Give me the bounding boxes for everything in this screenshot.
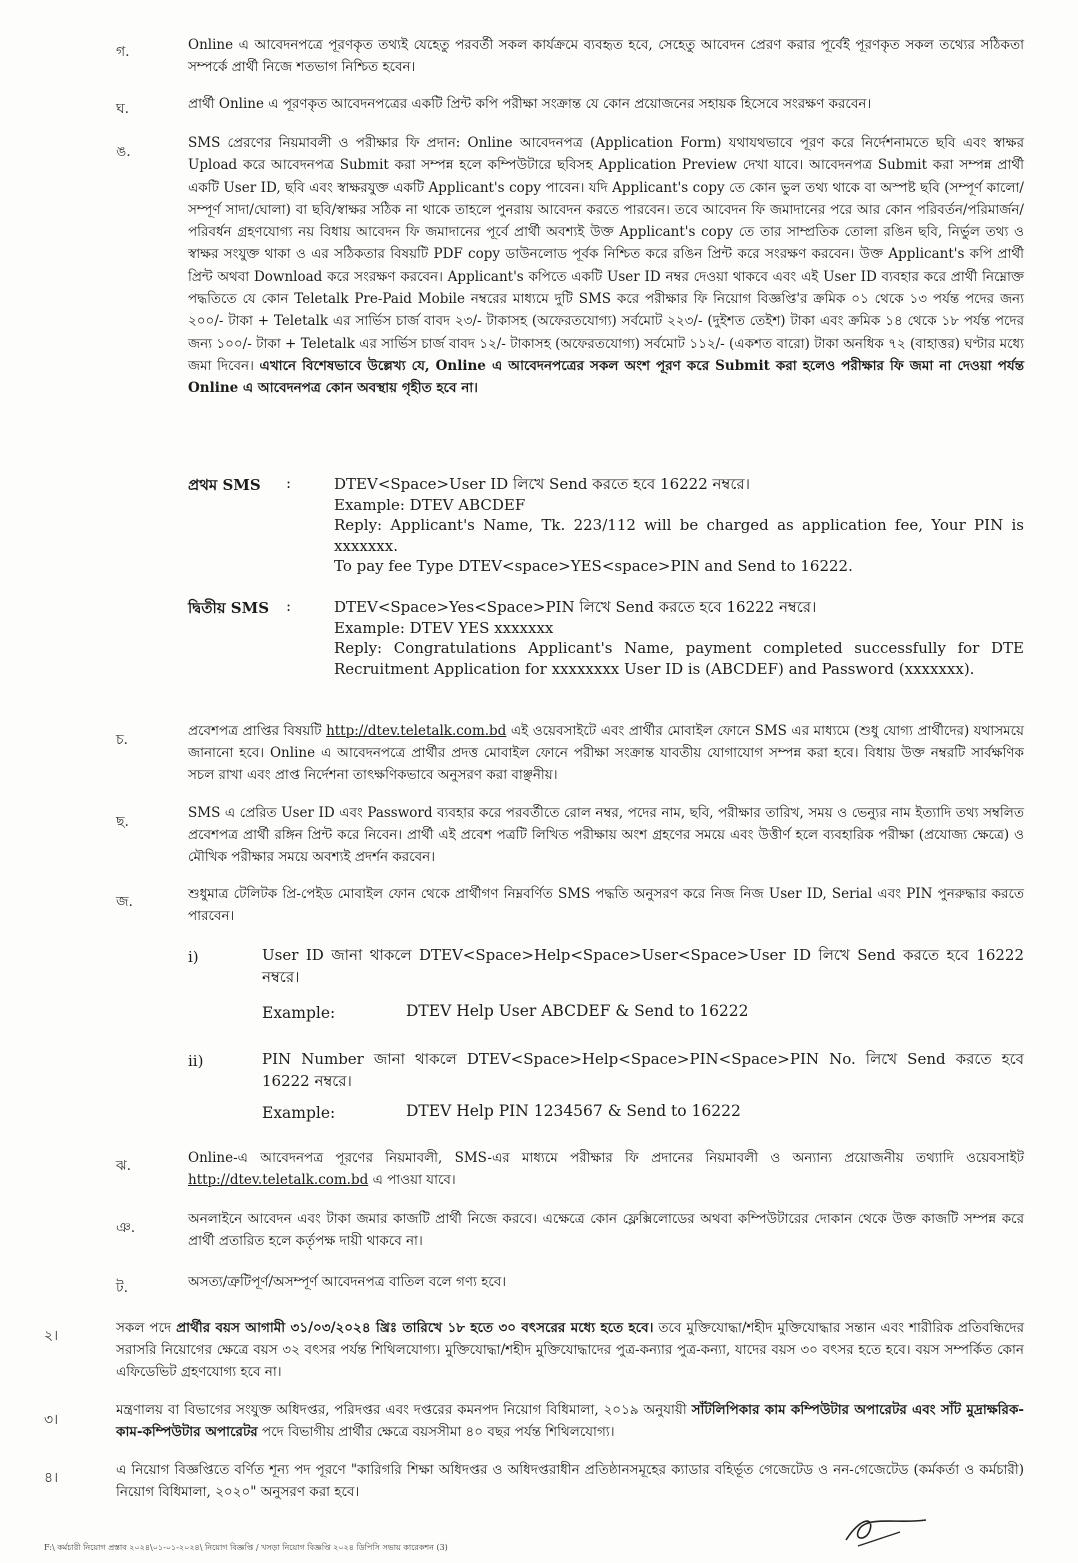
main-text-emphasis: প্রার্থীর বয়স আগামী ৩১/০৩/২০২৪ খ্রিঃ তারিখে ১৮ হতে ৩০ বৎসরের মধ্যে হতে হবে। bbox=[176, 1320, 654, 1336]
item-text: SMS এ প্রেরিত User ID এবং Password ব্যবহার করে পরবর্তীতে রোল নম্বর, পদের নাম, ছবি, পরীক্ষার তারিখ, সময় ও ভেন্যুর নাম ইত্যাদি তথ্য সম্বলিত প্রবেশপত্র প্রার্থী রঙ্গিন প্রিন্ট করে নিবেন। প্রার্থী এই প্রবেশ পত্রটি লিখিত পরীক্ষায় অংশ গ্রহণের সময়ে এবং উত্তীর্ণ হলে ব্যবহারিক পরীক্ষা (প্রযোজ্য ক্ষেত্রে) ও মৌখিক পরীক্ষার সময়ে অবশ্যই প্রদর্শন করবেন। bbox=[188, 805, 1024, 865]
sms-colon: : bbox=[286, 597, 292, 615]
sms-body bbox=[334, 597, 1024, 679]
recovery-label: i) bbox=[188, 948, 199, 966]
footer-path: F:\ কর্মচারী নিয়োগ প্রস্তাব ২০২৪\০১-০১-২০২৪\ নিয়োগ বিজ্ঞপ্তি / খসড়া নিয়োগ বিজ্ঞপ্তি ২০২৪ ডিপিসি সভায় কারেকশন (3) bbox=[44, 1543, 448, 1552]
sms-line: Example: DTEV YES xxxxxxx bbox=[334, 618, 554, 637]
item-text-part: এ পাওয়া যাবে। bbox=[372, 1172, 456, 1188]
item-label: ট. bbox=[116, 1280, 129, 1296]
item-label: জ. bbox=[116, 894, 133, 910]
main-text-emphasis: সাঁটলিপিকার কাম কম্পিউটার অপারেটর এবং সাঁট মুদ্রাক্ষরিক-কাম-কম্পিউটার অপারেটর bbox=[116, 1402, 1025, 1440]
sms-body bbox=[334, 474, 1024, 577]
item-text: অসত্য/ত্রুটিপূর্ণ/অসম্পূর্ণ আবেদনপত্র বাতিল বলে গণ্য হবে। bbox=[188, 1274, 507, 1290]
main-text-part: পদে বিভাগীয় প্রার্থীর ক্ষেত্রে বয়সসীমা ৪০ বছর পর্যন্ত শিথিলযোগ্য। bbox=[262, 1424, 615, 1440]
website-link[interactable]: http://dtev.teletalk.com.bd bbox=[326, 723, 507, 739]
item-label: ঞ. bbox=[116, 1220, 136, 1236]
sms-line: Example: DTEV ABCDEF bbox=[334, 495, 526, 514]
example-value: DTEV Help PIN 1234567 & Send to 16222 bbox=[406, 1102, 741, 1120]
main-text: এ নিয়োগ বিজ্ঞপ্তিতে বর্ণিত শূন্য পদ পূরণে "কারিগরি শিক্ষা অধিদপ্তর ও অধিদপ্তরাধীন প্রতিষ্ঠানসমূহের ক্যাডার বহির্ভূত গেজেটেড ও নন-গেজেটেড (কর্মকর্তা ও কর্মচারী) নিয়োগ বিধিমালা, ২০২০" অনুসরণ করা হবে। bbox=[116, 1462, 1024, 1500]
item-text bbox=[188, 720, 1024, 786]
example-label: Example: bbox=[262, 1004, 336, 1022]
sms-colon: : bbox=[286, 474, 292, 492]
item-text-part: এই ওয়েবসাইটে এবং প্রার্থীর মোবাইল ফোনে SMS এর মাধ্যমে (শুধু যোগ্য প্রার্থীদের) যথাসময়ে জানানো হবে। Online এ আবেদনপত্রে প্রার্থীর প্রদত্ত মোবাইল ফোনে পরীক্ষা সংক্রান্ত যাবতীয় যোগাযোগ সম্পন্ন করা হবে। বিধায় উক্ত নম্বরটি সার্বক্ষণিক সচল রাখা এবং প্রাপ্ত নির্দেশনা তাৎক্ষণিকভাবে অনুসরণ করা বাঞ্ছনীয়। bbox=[188, 723, 1025, 783]
main-number: ৩। bbox=[44, 1412, 59, 1428]
item-label: ঘ. bbox=[116, 101, 130, 117]
example-label: Example: bbox=[262, 1104, 336, 1122]
sms-title: দ্বিতীয় SMS bbox=[188, 599, 270, 617]
main-text-part: তবে মুক্তিযোদ্ধা/শহীদ মুক্তিযোদ্ধার সন্তান এবং শারীরিক প্রতিবন্ধিদের সরাসরি নিয়োগের ক্ষেত্রে বয়স ৩২ বৎসর পর্যন্ত শিথিলযোগ্য। মুক্তিযোদ্ধা/শহীদ মুক্তিযোদ্ধাদের পুত্র-কন্যার পুত্র-কন্যা, যাদের বয়স ৩০ বৎসর হতে হবে। বয়স সম্পর্কিত কোন এফিডেভিট গ্রহণযোগ্য হবে না। bbox=[116, 1320, 1025, 1380]
recovery-text: User ID জানা থাকলে DTEV<Space>Help<Space>User<Space>User ID লিখে Send করতে হবে 16222 নম্বরে। bbox=[262, 946, 1024, 986]
item-text: শুধুমাত্র টেলিটক প্রি-পেইড মোবাইল ফোন থেকে প্রার্থীগণ নিম্নবর্ণিত SMS পদ্ধতি অনুসরণ করে নিজ নিজ User ID, Serial এবং PIN পুনরুদ্ধার করতে পারবেন। bbox=[188, 886, 1024, 924]
sms-line: Reply: Applicant's Name, Tk. 223/112 will be charged as application fee, Your PIN is xxxxxxx. bbox=[334, 516, 1024, 555]
main-number: ২। bbox=[44, 1328, 59, 1344]
item-label: ঙ. bbox=[116, 144, 131, 160]
recovery-text: PIN Number জানা থাকলে DTEV<Space>Help<Space>PIN<Space>PIN No. লিখে Send করতে হবে 16222 নম্বরে। bbox=[262, 1050, 1024, 1090]
item-text-part: Online-এ আবেদনপত্র পূরণের নিয়মাবলী, SMS-এর মাধ্যমে পরীক্ষার ফি প্রদানের নিয়মাবলী ও অন্যান্য প্রয়োজনীয় তথ্যাদি ওয়েবসাইট bbox=[188, 1150, 1024, 1166]
recovery-label: ii) bbox=[188, 1052, 204, 1070]
item-text bbox=[188, 1147, 1024, 1191]
website-link[interactable]: http://dtev.teletalk.com.bd bbox=[188, 1172, 369, 1188]
item-label: গ. bbox=[116, 44, 130, 60]
sms-line: To pay fee Type DTEV<space>YES<space>PIN and Send to 16222. bbox=[334, 557, 853, 575]
main-text-part: মন্ত্রণালয় বা বিভাগের সংযুক্ত অধিদপ্তর, পরিদপ্তর এবং দপ্তরের কমনপদ নিয়োগ বিধিমালা, ২০১৯ অনুযায়ী bbox=[116, 1402, 687, 1418]
sms-line: Reply: Congratulations Applicant's Name, payment completed successfully for DTE Recruitment Application for xxxxxxxx User ID is (ABCDEF) and Password (xxxxxxx). bbox=[334, 639, 1024, 678]
main-text-part: সকল পদে bbox=[116, 1320, 172, 1336]
item-text bbox=[188, 132, 1024, 400]
item-text-part: প্রবেশপত্র প্রাপ্তির বিষয়টি bbox=[188, 723, 322, 739]
item-text-emphasis: এখানে বিশেষভাবে উল্লেখ্য যে, Online এ আবেদনপত্রের সকল অংশ পূরণ করে Submit করা হলেও পরীক্ষার ফি জমা না দেওয়া পর্যন্ত Online এ আবেদনপত্র কোন অবস্থায় গৃহীত হবে না। bbox=[188, 357, 1024, 397]
item-label: ছ. bbox=[116, 814, 129, 830]
example-value: DTEV Help User ABCDEF & Send to 16222 bbox=[406, 1002, 749, 1020]
item-text: অনলাইনে আবেদন এবং টাকা জমার কাজটি প্রার্থী নিজে করবে। এক্ষেত্রে কোন ফ্লেক্সিলোডের অথবা কম্পিউটারের দোকান থেকে উক্ত কাজটি সম্পন্ন করে প্রার্থী প্রতারিত হলে কর্তৃপক্ষ দায়ী থাকবে না। bbox=[188, 1211, 1024, 1249]
item-text: প্রার্থী Online এ পূরণকৃত আবেদনপত্রের একটি প্রিন্ট কপি পরীক্ষা সংক্রান্ত যে কোন প্রয়োজনের সহায়ক হিসেবে সংরক্ষণ করবেন। bbox=[188, 96, 872, 112]
signature bbox=[840, 1510, 930, 1550]
sms-title: প্রথম SMS bbox=[188, 476, 261, 494]
item-label: ঝ. bbox=[116, 1158, 132, 1174]
item-label: চ. bbox=[116, 732, 129, 748]
sms-line: DTEV<Space>User ID লিখে Send করতে হবে 16222 নম্বরে। bbox=[334, 475, 750, 493]
sms-line: DTEV<Space>Yes<Space>PIN লিখে Send করতে হবে 16222 নম্বরে। bbox=[334, 598, 817, 616]
item-text-part: SMS প্রেরণের নিয়মাবলী ও পরীক্ষার ফি প্রদান: Online আবেদনপত্র (Application Form) যথাযথভাবে পূরণ করে নির্দেশনামতে ছবি এবং স্বাক্ষর Upload করে আবেদনপত্র Submit করা সম্পন্ন হলে কম্পিউটারে ছবিসহ Application Preview দেখা যাবে। আবেদনপত্র Submit করা সম্পন্ন প্রার্থী একটি User ID, ছবি এবং স্বাক্ষরযুক্ত একটি Applicant's copy পাবেন। যদি Applicant's copy তে কোন ভুল তথ্য থাকে বা অস্পষ্ট ছবি (সম্পূর্ণ কালো/ সম্পূর্ণ সাদা/ঘোলা) বা ছবি/স্বাক্ষর সঠিক না থাকে তাহলে পুনরায় আবেদন করতে পারবেন। তবে আবেদন ফি জমাদানের পরে আর কোন পরিবর্তন/পরিমার্জন/ পরিবর্ধন গ্রহণযোগ্য নয় বিধায় আবেদন ফি জমাদানের পূর্বে প্রার্থী অবশ্যই উক্ত Applicant's copy তে তার সাম্প্রতিক তোলা রঙিন ছবি, নির্ভুল তথ্য ও স্বাক্ষর সংযুক্ত থাকা ও এর সঠিকতার বিষয়টি PDF copy ডাউনলোড পূর্বক নিশ্চিত করে রঙিন প্রিন্ট করে সংরক্ষণ করবেন। উক্ত Applicant's কপি প্রার্থী প্রিন্ট অথবা Download করে সংরক্ষণ করবেন। Applicant's কপিতে একটি User ID নম্বর দেওয়া থাকবে এবং এই User ID ব্যবহার করে প্রার্থী নিম্নোক্ত পদ্ধতিতে যে কোন Teletalk Pre-Paid Mobile নম্বরের মাধ্যমে দুটি SMS করে পরীক্ষার ফি নিয়োগ বিজ্ঞপ্তি'র ক্রমিক ০১ থেকে ১৩ পর্যন্ত পদের জন্য ২০০/- টাকা + Teletalk এর সার্ভিস চার্জ বাবদ ২৩/- টাকাসহ (অফেরতযোগ্য) সর্বমোট ২২৩/- (দুইশত তেইশ) টাকা এবং ক্রমিক ১৪ থেকে ১৮ পর্যন্ত পদের জন্য ১০০/- টাকা + Teletalk এর সার্ভিস চার্জ বাবদ ১২/- টাকাসহ (অফেরতযোগ্য) সর্বমোট ১১২/- (একশত বারো) টাকা অনধিক ৭২ (বাহাত্তর) ঘণ্টার মধ্যে জমা দিবেন। bbox=[188, 135, 1024, 374]
item-text: Online এ আবেদনপত্রে পূরণকৃত তথ্যই যেহেতু পরবর্তী সকল কার্যক্রমে ব্যবহৃত হবে, সেহেতু আবেদন প্রেরণ করার পূর্বেই পূরণকৃত সকল তথ্যের সঠিকতা সম্পর্কে প্রার্থী নিজে শতভাগ নিশ্চিত হবেন। bbox=[188, 37, 1024, 75]
main-number: ৪। bbox=[44, 1470, 59, 1486]
main-text bbox=[116, 1399, 1024, 1443]
main-text bbox=[116, 1317, 1024, 1383]
